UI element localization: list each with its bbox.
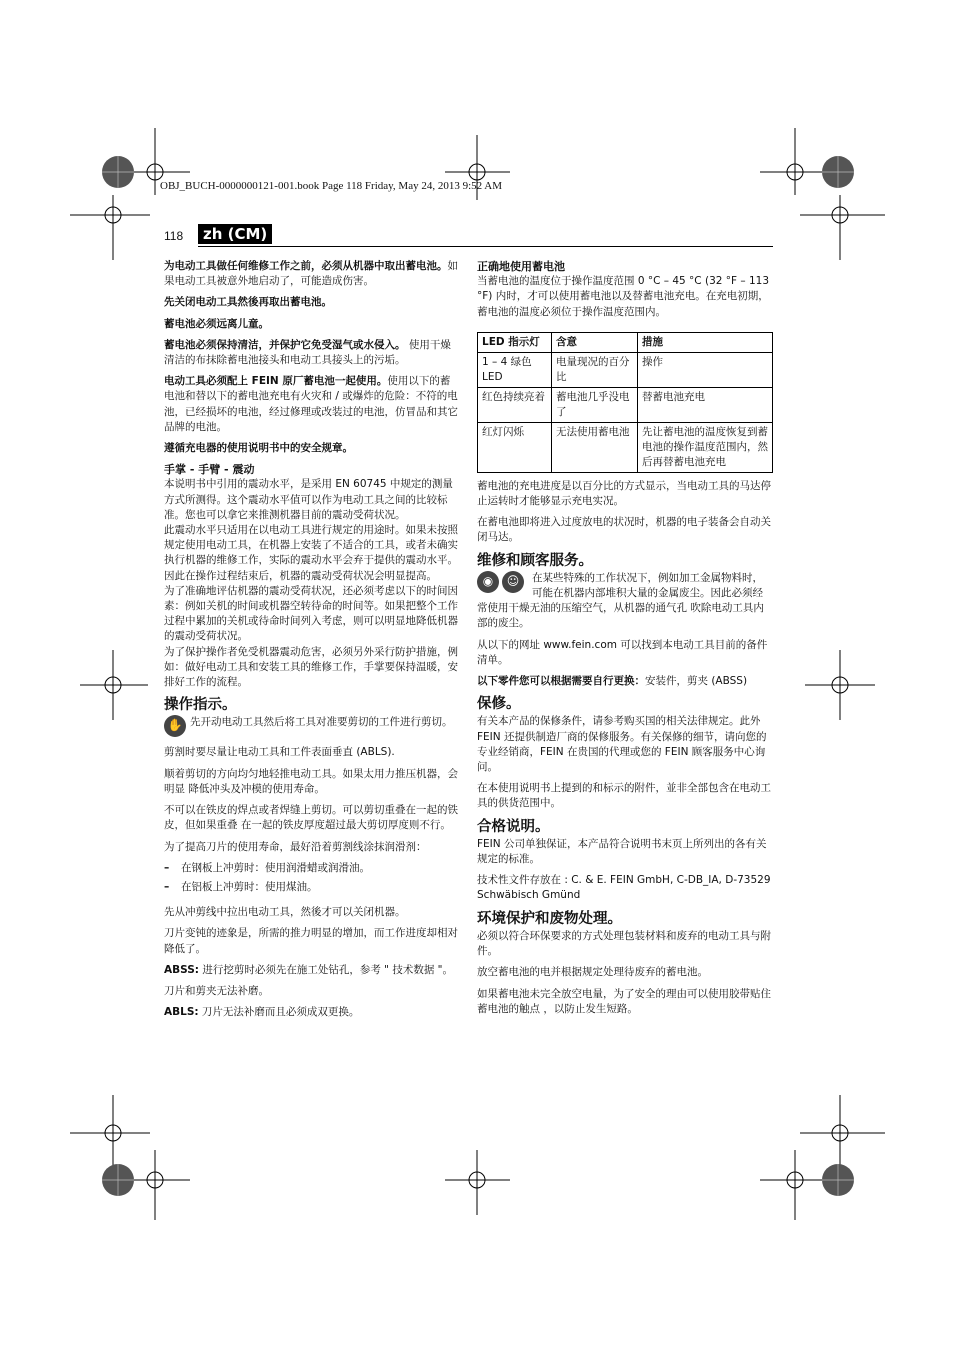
paragraph: 有关本产品的保修条件，请参考购买国的相关法律规定。此外 FEIN 还提供制造厂商的保修服务。有关保修的细节，请向您的专业经销商，FEIN 在贵国的代理或您的 FEIN 顾客服务中心询问。: [477, 715, 767, 774]
language-label: zh (CM): [198, 224, 272, 244]
safety-goggles-icon: ◉: [477, 571, 499, 593]
table-header: 措施: [638, 332, 773, 352]
paragraph: 刀片变钝的迹象是，所需的推力明显的增加，而工作进度却相对降低了。: [164, 927, 458, 955]
paragraph: 不可以在铁皮的焊点或者焊缝上剪切。可以剪切重叠在一起的铁皮，但如果重叠 在一起的铁皮厚度超过最大剪切厚度则不行。: [164, 804, 458, 832]
table-cell: 先让蓄电池的温度恢复到蓄电池的操作温度范围内，然后再替蓄电池充电: [638, 422, 773, 472]
paragraph: 在某些特殊的工作状况下，例如加工金属物料时，可能在机器内部堆积大量的金属废尘。因此必须经常使用干燥无油的压缩空气，从机器的通气孔 吹除电动工具内部的废尘。: [477, 571, 764, 630]
paragraph: 技术性文件存放在 : C. & E. FEIN GmbH, C-DB_IA, D-73529 Schwäbisch Gmünd: [477, 874, 771, 902]
table-cell: 电量现况的百分比: [552, 352, 638, 387]
paragraph: 在蓄电池即将进入过度放电的状况时，机器的电子装备会自动关闭马达。: [477, 516, 771, 544]
paragraph: 放空蓄电池的电并根据规定处理待废弃的蓄电池。: [477, 966, 708, 979]
table-cell: 1 – 4 绿色 LED: [478, 352, 552, 387]
paragraph: 刀片和剪夹无法补磨。: [164, 984, 269, 997]
table-header: LED 指示灯: [478, 332, 552, 352]
icon-paragraph: [477, 571, 773, 632]
table-row: [478, 352, 773, 387]
paragraph: 为了准确地评估机器的震动受荷状况，还必须考虑以下的时间因素：例如关机的时间或机器空转待命的时间等。如果把整个工作过程中累加的关机或待命时间列入考虑，则可以明显地降低机器的震动受荷状况。: [164, 584, 458, 643]
table-row: [478, 387, 773, 422]
icon-paragraph: [164, 715, 458, 737]
book-file-line: OBJ_BUCH-0000000121-001.book Page 118 Friday, May 24, 2013 9:52 AM: [160, 180, 503, 192]
paragraph: ABSS: 进行挖剪时必须先在施工处钻孔，参考 " 技术数据 "。: [164, 963, 453, 976]
paragraph: 蓄电池必须远离儿童。: [164, 317, 269, 330]
table-cell: 无法使用蓄电池: [552, 422, 638, 472]
paragraph: 顺着剪切的方向均匀地轻推电动工具。如果太用力推压机器，会明显 降低冲头及冲模的使用寿命。: [164, 767, 458, 795]
table-cell: 替蓄电池充电: [638, 387, 773, 422]
paragraph: 剪割时要尽量让电动工具和工件表面垂直 (ABLS).: [164, 746, 395, 759]
paragraph: 蓄电池的充电进度是以百分比的方式显示，当电动工具的马达停止运转时才能够显示充电实况。: [477, 479, 771, 508]
paragraph: 以下零件您可以根据需要自行更换：安装件，剪夹 (ABSS): [477, 675, 748, 688]
paragraph: 先开动电动工具然后将工具对准要剪切的工件进行剪切。: [190, 716, 453, 729]
list-item: – 在钢板上冲剪时：使用润滑蜡或润滑油。: [164, 861, 370, 874]
table-cell: 操作: [638, 352, 773, 387]
paragraph: FEIN 公司单独保证，本产品符合说明书末页上所列出的各有关规定的标准。: [477, 837, 767, 866]
table-cell: 蓄电池几乎没电了: [552, 387, 638, 422]
paragraph: 此震动水平只适用在以电动工具进行规定的用途时。如果未按照规定使用电动工具，在机器上安装了不适合的工具，或者未确实执行机器的维修工作，实际的震动水平会弃于提供的震动水平。因此在操作过程结束后，机器的震动受荷状况会明显提高。: [164, 524, 458, 582]
left-column: [164, 259, 458, 1026]
paragraph: 为电动工具做任何维修工作之前，必须从机器中取出蓄电池。如果电动工具被意外地启动了，可能造成伤害。: [164, 260, 458, 288]
paragraph: 为了提高刀片的使用寿命，最好沿着剪割线涂抹润滑剂：: [164, 840, 427, 853]
list-item: – 在铝板上冲剪时：使用煤油。: [164, 880, 318, 893]
led-table: [477, 332, 773, 473]
paragraph: 先从冲剪线中拉出电动工具，然後才可以关闭机器。: [164, 906, 406, 919]
paragraph: 先关闭电动工具然後再取出蓄电池。: [164, 296, 332, 309]
table-cell: 红灯闪烁: [478, 422, 552, 472]
section-heading: 正确地使用蓄电池: [477, 260, 565, 273]
table-header: 含意: [552, 332, 638, 352]
section-heading: 手掌 - 手臂 - 震动: [164, 463, 255, 477]
table-row: [478, 422, 773, 472]
paragraph: 遵循充电器的使用说明书中的安全规章。: [164, 442, 353, 455]
paragraph: 从以下的网址 www.fein.com 可以找到本电动工具目前的备件清单。: [477, 638, 768, 666]
paragraph: 蓄电池必须保持清洁，并保护它免受湿气或水侵入。 使用干燥清洁的布抹除蓄电池接头和电动工具接头上的污垢。: [164, 338, 451, 367]
right-column: [477, 259, 773, 1023]
paragraph: 为了保护操作者免受机器震动危害，必须另外采行防护措施，例如：做好电动工具和安装工具的维修工作，手掌要保持温暖，安排好工作的流程。: [164, 645, 458, 689]
section-heading: 维修和顾客服务。: [477, 552, 593, 569]
paragraph: 电动工具必须配上 FEIN 原厂蓄电池一起使用。使用以下的蓄电池和替以下的蓄电池充电有火灾和 / 或爆炸的危险：不符的电池，已经损坏的电池，经过修理或改装过的电池，仿冒品和其它品牌的电池。: [164, 375, 458, 433]
dust-mask-icon: ☺: [502, 571, 524, 593]
section-heading: 操作指示。: [164, 697, 237, 714]
paragraph: ABLS: 刀片无法补磨而且必须成双更换。: [164, 1006, 360, 1019]
header-rule: [198, 246, 773, 247]
table-header-row: [478, 332, 773, 352]
paragraph: 当蓄电池的温度位于操作温度范围 0 °C – 45 °C (32 °F – 113 °F) 内时，才可以使用蓄电池以及替蓄电池充电。在充电初期，蓄电池的温度必须位于操作温度范围内。: [477, 275, 770, 318]
hand-icon: ✋: [164, 715, 186, 737]
section-heading: 环境保护和废物处理。: [477, 910, 622, 927]
paragraph: 本说明书中引用的震动水平，是采用 EN 60745 中规定的测量方式所测得。这个震动水平值可以作为电动工具之间的比较标准。您也可以拿它来推测机器目前的震动受荷状况。: [164, 478, 453, 521]
table-cell: 红色持续亮着: [478, 387, 552, 422]
page-number: 118: [164, 229, 184, 243]
section-heading: 合格说明。: [477, 818, 550, 835]
paragraph: 必须以符合环保要求的方式处理包装材料和废弃的电动工具与附件。: [477, 929, 771, 958]
section-heading: 保修。: [477, 696, 521, 713]
paragraph: 如果蓄电池未完全放空电量，为了安全的理由可以使用胶带贴住蓄电池的触点 ，以防止发生短路。: [477, 987, 771, 1015]
paragraph: 在本使用说明书上提到的和标示的附件，並非全部包含在电动工具的供货范围中。: [477, 782, 771, 810]
